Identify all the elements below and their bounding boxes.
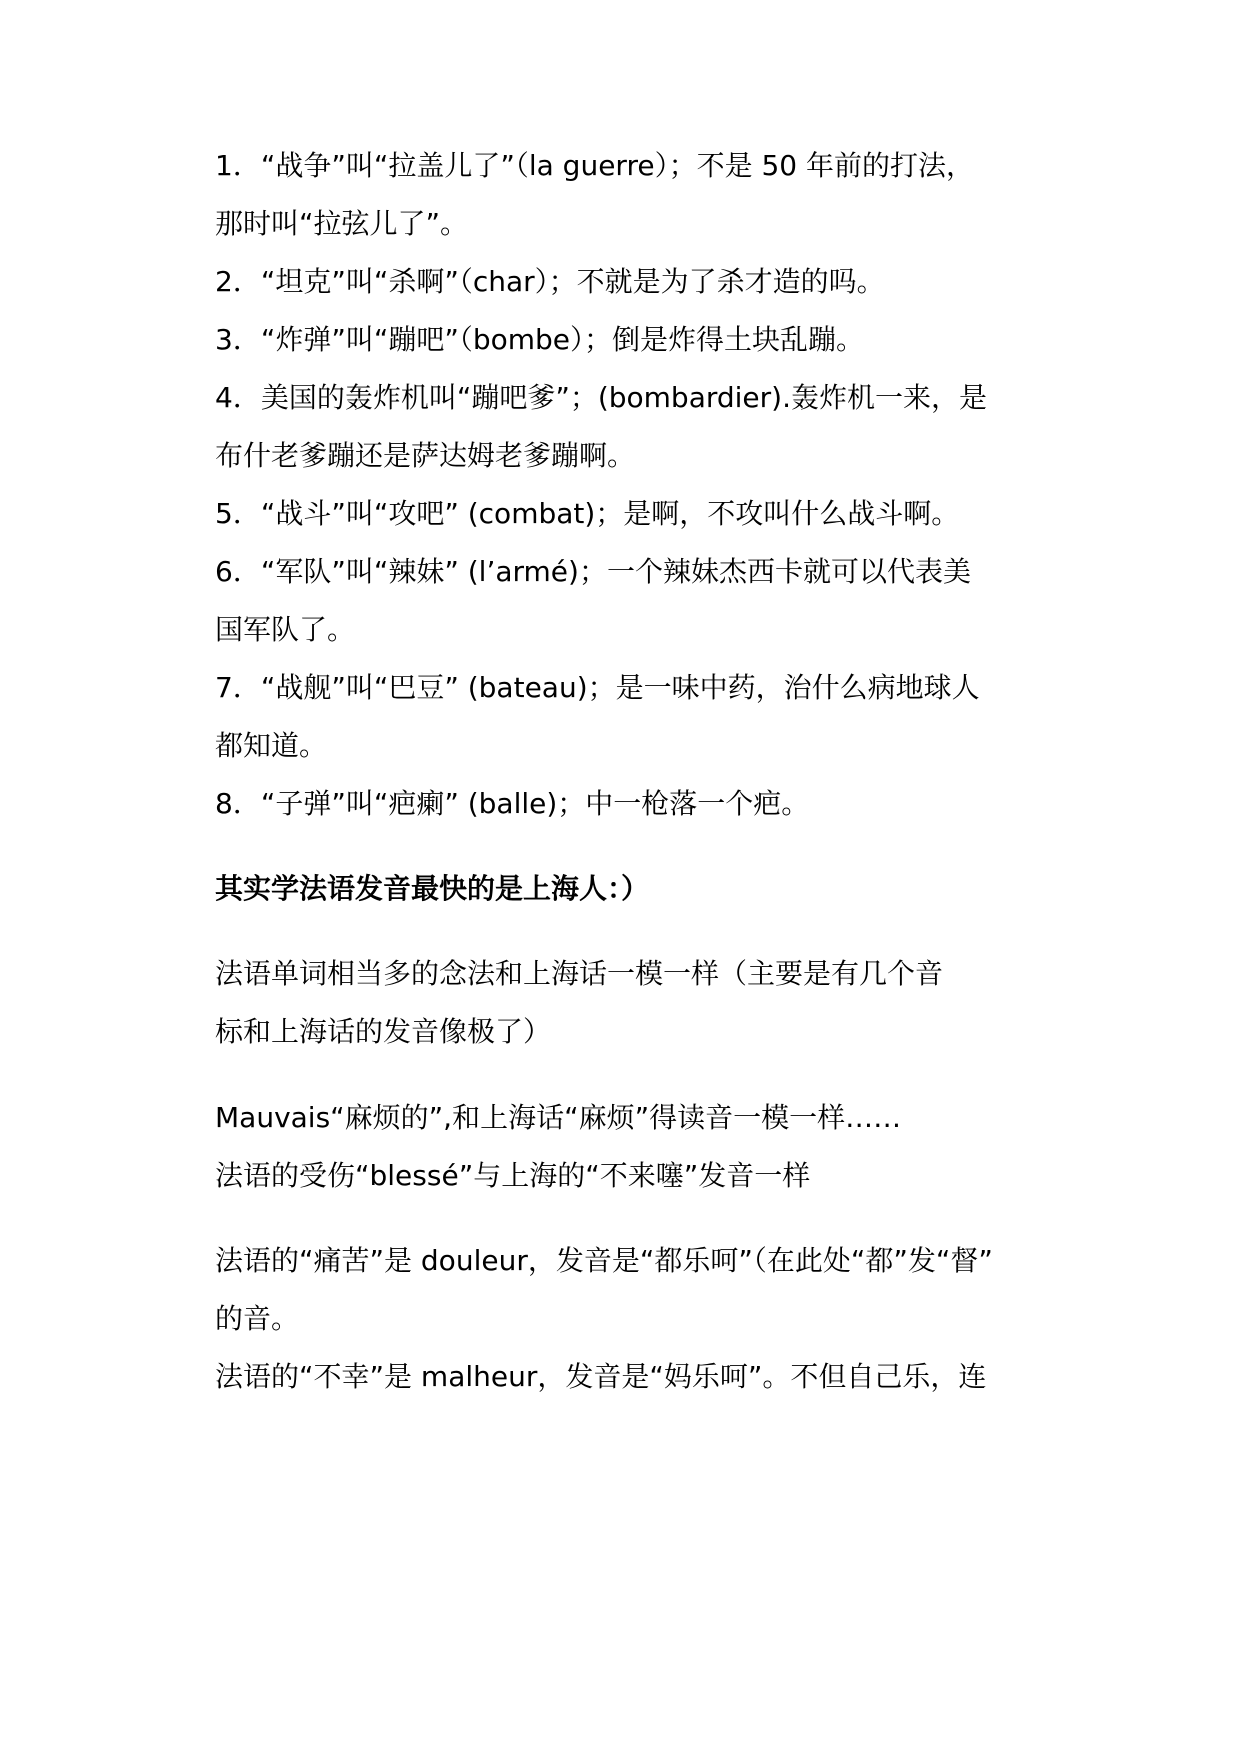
item-4-line-2: 布什老爹蹦还是萨达姆老爹蹦啊。	[215, 439, 636, 472]
item-7-line-2: 都知道。	[215, 729, 328, 762]
example-douleur-line-2: 的音。	[215, 1302, 300, 1335]
item-1-line-2: 那时叫“拉弦儿了”。	[215, 207, 469, 240]
item-6-line-1: 6．“军队”叫“辣妹” (l’armé)；一个辣妹杰西卡就可以代表美	[215, 555, 971, 588]
intro-line-1: 法语单词相当多的念法和上海话一模一样（主要是有几个音	[215, 957, 944, 990]
item-5: 5．“战斗”叫“攻吧” (combat)；是啊，不攻叫什么战斗啊。	[215, 497, 960, 530]
example-malheur: 法语的“不幸”是 malheur，发音是“妈乐呵”。不但自己乐，连	[215, 1360, 987, 1393]
example-mauvais: Mauvais“麻烦的”,和上海话“麻烦”得读音一模一样……	[215, 1101, 902, 1134]
example-blesse: 法语的受伤“blessé”与上海的“不来噻”发音一样	[215, 1159, 811, 1192]
intro-line-2: 标和上海话的发音像极了）	[215, 1015, 552, 1048]
item-7-line-1: 7．“战舰”叫“巴豆” (bateau)；是一味中药，治什么病地球人	[215, 671, 980, 704]
item-8: 8．“子弹”叫“疤瘌” (balle)；中一枪落一个疤。	[215, 787, 810, 820]
example-douleur-line-1: 法语的“痛苦”是 douleur，发音是“都乐呵”（在此处“都”发“督”	[215, 1244, 993, 1277]
item-3: 3．“炸弹”叫“蹦吧”（bombe）；倒是炸得土块乱蹦。	[215, 323, 865, 356]
item-1-line-1: 1．“战争”叫“拉盖儿了”（la guerre）；不是 50 年前的打法，	[215, 149, 974, 182]
item-4-line-1: 4．美国的轰炸机叫“蹦吧爹”；(bombardier).轰炸机一来，是	[215, 381, 987, 414]
item-2: 2．“坦克”叫“杀啊”（char）；不就是为了杀才造的吗。	[215, 265, 885, 298]
item-6-line-2: 国军队了。	[215, 613, 356, 646]
section-heading: 其实学法语发音最快的是上海人：）	[215, 872, 650, 905]
